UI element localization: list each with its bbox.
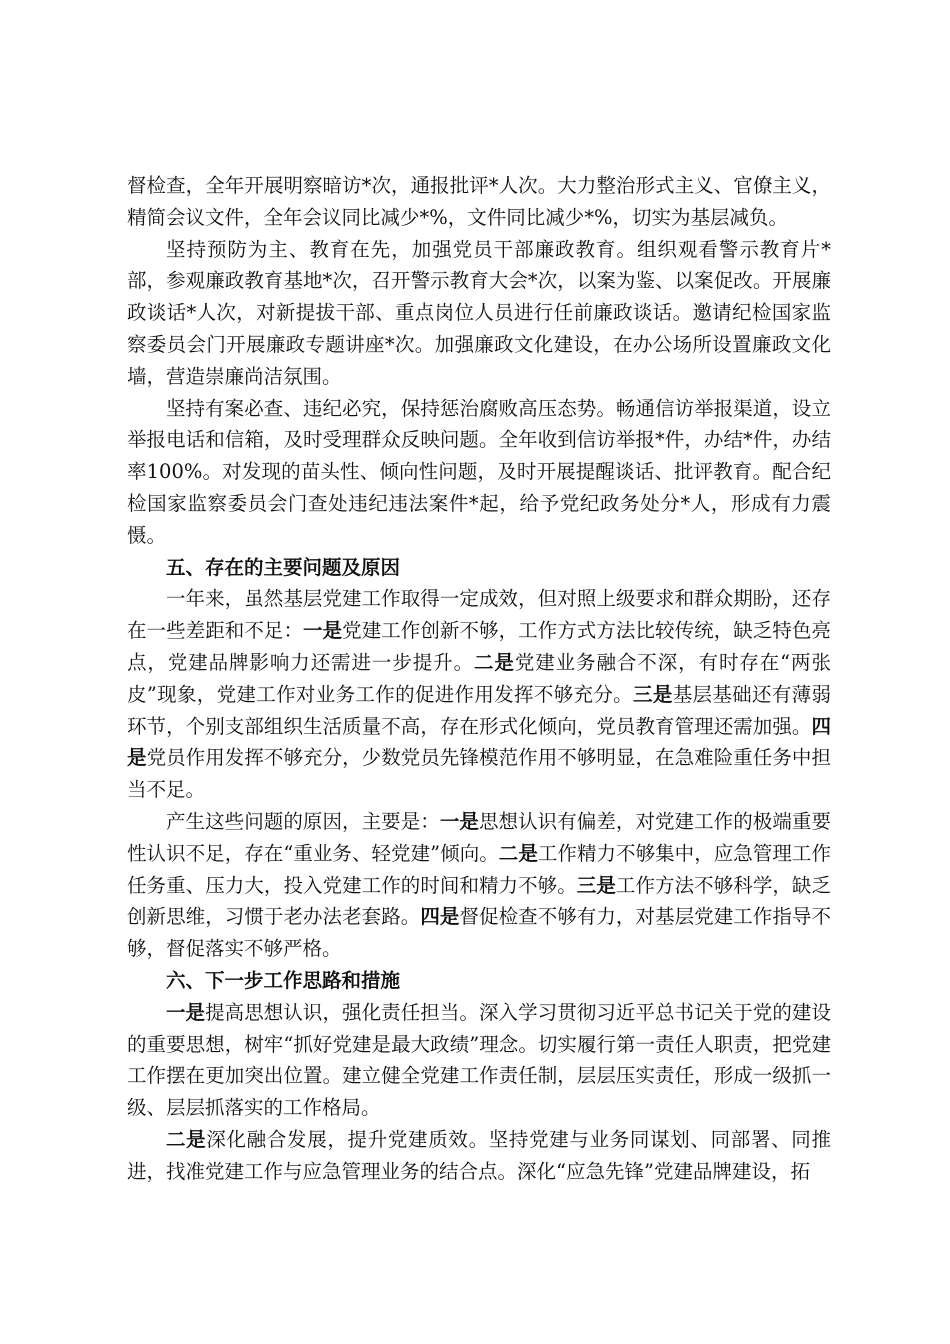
- problems-intro: 一年来，虽然基层党建工作取得一定成效，但对照上级要求和群众期盼，还存在一些差距和不足：: [127, 587, 831, 643]
- measure-key-1: 一是: [166, 1000, 206, 1024]
- causes-text-1: 思想认识有偏差，对党建工作的极端重要性认识不足，存在“重业务、轻党建”倾向。: [127, 809, 831, 865]
- measure-text-1: 提高思想认识，强化责任担当。深入学习贯彻习近平总书记关于党的建设的重要思想，树牢“抓好党建是最大政绩”理念。切实履行第一责任人职责，把党建工作摆在更加突出位置。建立健全党建工作责任制，层层压实责任，形成一级抓一级、层层抓落实的工作格局。: [127, 1000, 831, 1120]
- causes-text-3: 工作方法不够科学，缺乏创新思维，习惯于老办法老套路。: [127, 873, 831, 929]
- causes-text-4: 督促检查不够有力，对基层党建工作指导不够，督促落实不够严格。: [127, 905, 831, 961]
- paragraph-measure-2: [127, 1124, 831, 1188]
- problems-text-4: 党员作用发挥不够充分，少数党员先锋模范作用不够明显，在急难险重任务中担当不足。: [127, 746, 831, 802]
- paragraph-supervision: 督检查，全年开展明察暗访*次，通报批评*人次。大力整治形式主义、官僚主义，精简会议文件，全年会议同比减少*%，文件同比减少*%，切实为基层减负。: [127, 174, 831, 229]
- causes-key-4: 四是: [420, 905, 460, 929]
- paragraph-anti-corruption: 坚持有案必查、违纪必究，保持惩治腐败高压态势。畅通信访举报渠道，设立举报电话和信箱，及时受理群众反映问题。全年收到信访举报*件，办结*件，办结率100%。对发现的苗头性、倾向性问题，及时开展提醒谈话、批评教育。配合纪检国家监察委员会门查处违纪违法案件*起，给予党纪政务处分*人，形成有力震慑。: [127, 396, 831, 547]
- section-heading-problems: 五、存在的主要问题及原因: [166, 555, 401, 579]
- problems-text-3: 基层基础还有薄弱环节，个别支部组织生活质量不高，存在形式化倾向，党员教育管理还需加强。: [127, 682, 831, 738]
- section-heading-next-steps: 六、下一步工作思路和措施: [166, 968, 401, 992]
- paragraph-integrity-education: 坚持预防为主、教育在先，加强党员干部廉政教育。组织观看警示教育片*部，参观廉政教育基地*次，召开警示教育大会*次，以案为鉴、以案促改。开展廉政谈话*人次，对新提拔干部、重点岗位人员进行任前廉政谈话。邀请纪检国家监察委员会门开展廉政专题讲座*次。加强廉政文化建设，在办公场所设置廉政文化墙，营造崇廉尚洁氛围。: [127, 237, 831, 388]
- document-body: [127, 170, 831, 1188]
- problems-key-3: 三是: [633, 682, 673, 706]
- causes-key-3: 三是: [576, 873, 616, 897]
- problems-text-1: 党建工作创新不够，工作方式方法比较传统，缺乏特色亮点，党建品牌影响力还需进一步提升。: [127, 619, 831, 674]
- paragraph-problems: [127, 583, 831, 806]
- measure-key-2: 二是: [166, 1127, 207, 1151]
- problems-key-4: 四是: [127, 714, 831, 770]
- problems-key-2: 二是: [474, 650, 515, 674]
- measure-text-2: 深化融合发展，提升党建质效。坚持党建与业务同谋划、同部署、同推进，找准党建工作与应急管理业务的结合点。深化“应急先锋”党建品牌建设，拓: [127, 1127, 831, 1183]
- causes-key-2: 二是: [498, 841, 538, 865]
- paragraph-causes: [127, 806, 831, 965]
- causes-text-2: 工作精力不够集中，应急管理工作任务重、压力大，投入党建工作的时间和精力不够。: [127, 841, 831, 897]
- causes-intro: 产生这些问题的原因，主要是：: [166, 809, 440, 833]
- causes-key-1: 一是: [439, 809, 479, 833]
- problems-text-2: 党建业务融合不深，有时存在“两张皮”现象，党建工作对业务工作的促进作用发挥不够充分。: [127, 650, 831, 706]
- paragraph-measure-1: [127, 997, 831, 1124]
- problems-key-1: 一是: [303, 619, 343, 643]
